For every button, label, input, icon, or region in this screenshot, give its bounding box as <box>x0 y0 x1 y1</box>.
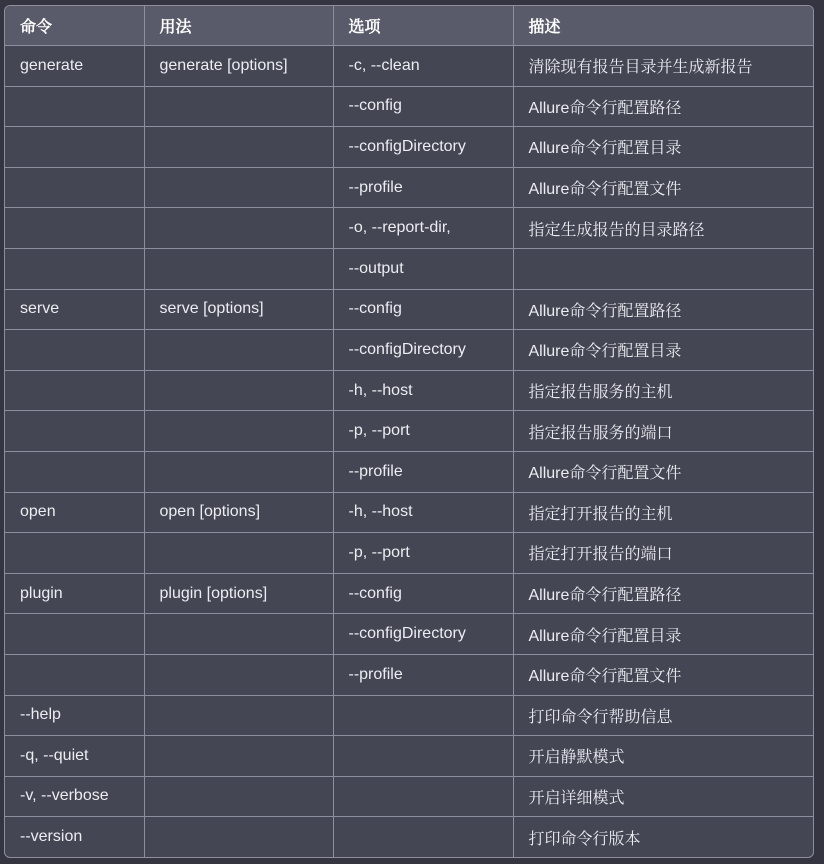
cell-usage <box>144 776 333 817</box>
table-row <box>5 654 813 695</box>
table-row <box>5 370 813 411</box>
cell-option: --configDirectory <box>333 330 513 371</box>
cell-command: plugin <box>5 573 144 614</box>
header-options: 选项 <box>333 6 513 46</box>
cell-command: open <box>5 492 144 533</box>
table-row <box>5 817 813 857</box>
cell-command <box>5 654 144 695</box>
cell-usage <box>144 451 333 492</box>
cell-option: -h, --host <box>333 492 513 533</box>
cell-option: -h, --host <box>333 370 513 411</box>
cell-description: Allure命令行配置路径 <box>513 289 813 330</box>
cell-description: 指定报告服务的主机 <box>513 370 813 411</box>
cell-command <box>5 208 144 249</box>
cell-usage <box>144 248 333 289</box>
cell-usage: serve [options] <box>144 289 333 330</box>
cell-command <box>5 330 144 371</box>
table-row <box>5 533 813 574</box>
cell-description: Allure命令行配置文件 <box>513 167 813 208</box>
cell-option: --config <box>333 86 513 127</box>
cell-usage <box>144 330 333 371</box>
cell-description: Allure命令行配置文件 <box>513 654 813 695</box>
table-row <box>5 614 813 655</box>
cell-option: --config <box>333 573 513 614</box>
cell-usage <box>144 695 333 736</box>
cell-option: --profile <box>333 167 513 208</box>
cell-option: -o, --report-dir, <box>333 208 513 249</box>
table-row <box>5 248 813 289</box>
cell-description: Allure命令行配置文件 <box>513 451 813 492</box>
cell-command <box>5 533 144 574</box>
table-row <box>5 695 813 736</box>
cell-usage <box>144 167 333 208</box>
table-row <box>5 330 813 371</box>
cell-command <box>5 370 144 411</box>
cell-usage: open [options] <box>144 492 333 533</box>
cell-description: 清除现有报告目录并生成新报告 <box>513 46 813 87</box>
cell-option <box>333 695 513 736</box>
cell-description: 指定打开报告的端口 <box>513 533 813 574</box>
cell-command <box>5 411 144 452</box>
cell-description: 打印命令行帮助信息 <box>513 695 813 736</box>
cell-description: 开启静默模式 <box>513 736 813 777</box>
cell-description: Allure命令行配置路径 <box>513 86 813 127</box>
commands-table <box>5 6 813 857</box>
table-header-row <box>5 6 813 46</box>
cell-description: Allure命令行配置目录 <box>513 330 813 371</box>
header-command: 命令 <box>5 6 144 46</box>
table-row <box>5 46 813 87</box>
cell-option: --output <box>333 248 513 289</box>
cell-command <box>5 167 144 208</box>
cell-description: 指定生成报告的目录路径 <box>513 208 813 249</box>
cell-command: serve <box>5 289 144 330</box>
table-row <box>5 776 813 817</box>
cell-description <box>513 248 813 289</box>
cell-command: --version <box>5 817 144 857</box>
cell-option <box>333 736 513 777</box>
header-description: 描述 <box>513 6 813 46</box>
cell-option: -c, --clean <box>333 46 513 87</box>
cell-usage <box>144 411 333 452</box>
cell-option: -p, --port <box>333 533 513 574</box>
cell-usage <box>144 86 333 127</box>
cell-option: --configDirectory <box>333 127 513 168</box>
table-row <box>5 289 813 330</box>
cell-option: --configDirectory <box>333 614 513 655</box>
cell-usage: generate [options] <box>144 46 333 87</box>
cell-command <box>5 127 144 168</box>
cell-description: 指定打开报告的主机 <box>513 492 813 533</box>
cell-command <box>5 86 144 127</box>
commands-table-container <box>4 5 814 858</box>
cell-usage <box>144 127 333 168</box>
cell-description: 打印命令行版本 <box>528 830 641 848</box>
cell-description: 开启详细模式 <box>513 776 813 817</box>
cell-command: -q, --quiet <box>5 736 144 777</box>
cell-usage <box>144 614 333 655</box>
header-usage: 用法 <box>144 6 333 46</box>
cell-option: --config <box>333 289 513 330</box>
cell-usage <box>144 817 333 857</box>
cell-option <box>333 817 513 857</box>
table-row <box>5 492 813 533</box>
cell-usage <box>144 654 333 695</box>
table-row <box>5 208 813 249</box>
cell-usage <box>144 370 333 411</box>
cell-command <box>5 248 144 289</box>
cell-description: Allure命令行配置目录 <box>513 614 813 655</box>
table-row <box>5 451 813 492</box>
table-row <box>5 573 813 614</box>
table-row <box>5 736 813 777</box>
cell-usage <box>144 533 333 574</box>
table-row <box>5 411 813 452</box>
cell-description: 指定报告服务的端口 <box>513 411 813 452</box>
cell-description: Allure命令行配置路径 <box>513 573 813 614</box>
cell-command <box>5 451 144 492</box>
table-row <box>5 167 813 208</box>
cell-description: Allure命令行配置目录 <box>513 127 813 168</box>
table-row <box>5 86 813 127</box>
cell-option: --profile <box>333 451 513 492</box>
table-row <box>5 127 813 168</box>
cell-command: generate <box>5 46 144 87</box>
cell-command <box>5 614 144 655</box>
cell-command: -v, --verbose <box>5 776 144 817</box>
cell-option: -p, --port <box>333 411 513 452</box>
cell-command: --help <box>5 695 144 736</box>
cell-usage <box>144 736 333 777</box>
cell-usage <box>144 208 333 249</box>
cell-option <box>333 776 513 817</box>
cell-usage: plugin [options] <box>144 573 333 614</box>
cell-option: --profile <box>333 654 513 695</box>
